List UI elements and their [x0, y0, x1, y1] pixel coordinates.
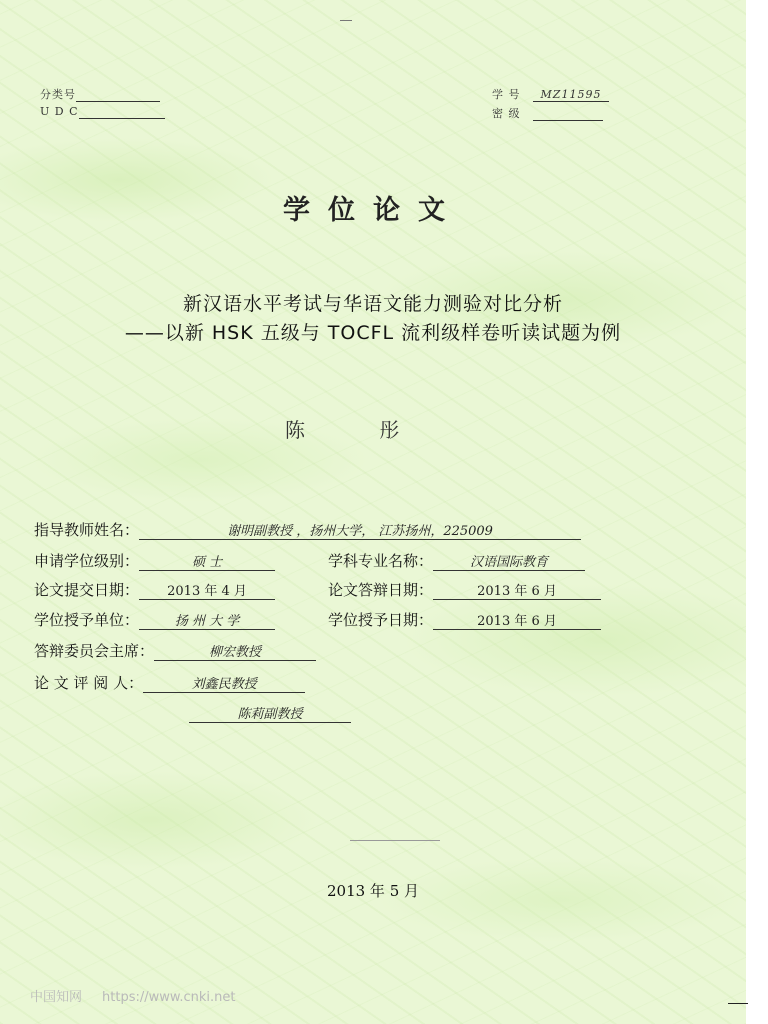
submit-date-value: 2013 年 4 月 — [139, 580, 275, 600]
scan-speck — [340, 20, 352, 21]
reviewer-2-row — [189, 703, 351, 723]
student-id-row — [492, 86, 609, 102]
degree-level-row — [34, 550, 275, 571]
thesis-subtitle: ——以新 HSK 五级与 TOCFL 流利级样卷听读试题为例 — [124, 322, 622, 344]
degree-level-value: 硕 士 — [139, 551, 275, 571]
degree-level-label: 申请学位级别： — [34, 552, 140, 570]
major-value: 汉语国际教育 — [433, 551, 585, 571]
watermark-url: https://www.cnki.net — [102, 990, 236, 1005]
secrecy-row — [492, 105, 603, 121]
committee-chair-value: 柳宏教授 — [154, 641, 316, 661]
classification-blank — [76, 88, 160, 102]
defense-date-row — [328, 579, 601, 600]
thesis-title: 新汉语水平考试与华语文能力测验对比分析 — [182, 293, 563, 315]
reviewer-2: 陈莉副教授 — [189, 703, 351, 723]
defense-date-label: 论文答辩日期： — [328, 581, 434, 599]
reviewers-label: 论 文 评 阅 人： — [34, 674, 144, 692]
grant-date-value: 2013 年 6 月 — [433, 610, 601, 630]
advisor-row — [34, 519, 581, 540]
advisor-label: 指导教师姓名： — [34, 521, 140, 539]
major-row — [328, 550, 585, 571]
secrecy-label: 密 级 — [492, 107, 521, 120]
cnki-watermark — [30, 986, 235, 1005]
classification-label: 分类号 — [40, 88, 76, 101]
major-label: 学科专业名称： — [328, 552, 434, 570]
defense-date-value: 2013 年 6 月 — [433, 580, 601, 600]
watermark-site-name: 中国知网 — [30, 990, 83, 1005]
scan-edge-mark — [728, 1003, 748, 1004]
committee-chair-row — [34, 640, 316, 661]
classification-number-row — [40, 86, 160, 102]
author-name: 陈 彤 — [285, 418, 434, 442]
grant-unit-row — [34, 609, 275, 630]
reviewers-row — [34, 672, 305, 693]
advisor-value: 谢明副教授 ，扬州大学， 江苏扬州，225009 — [139, 520, 581, 540]
grant-unit-value: 扬 州 大 学 — [139, 610, 275, 630]
grant-unit-label: 学位授予单位： — [34, 611, 140, 629]
submit-date-row — [34, 579, 275, 600]
grant-date-label: 学位授予日期： — [328, 611, 434, 629]
committee-chair-label: 答辩委员会主席： — [34, 642, 155, 660]
student-id-value: MZ11595 — [533, 88, 609, 102]
grant-date-row — [328, 609, 601, 630]
cover-date: 2013 年 5 月 — [326, 882, 420, 900]
udc-row — [40, 105, 165, 119]
page-title: 学位论文 — [283, 195, 463, 226]
submit-date-label: 论文提交日期： — [34, 581, 140, 599]
secrecy-blank — [533, 107, 603, 121]
udc-blank — [79, 105, 165, 119]
student-id-label: 学 号 — [492, 88, 521, 101]
reviewer-1: 刘鑫民教授 — [143, 673, 305, 693]
udc-label: U D C — [40, 105, 79, 118]
scan-speck — [350, 840, 440, 841]
